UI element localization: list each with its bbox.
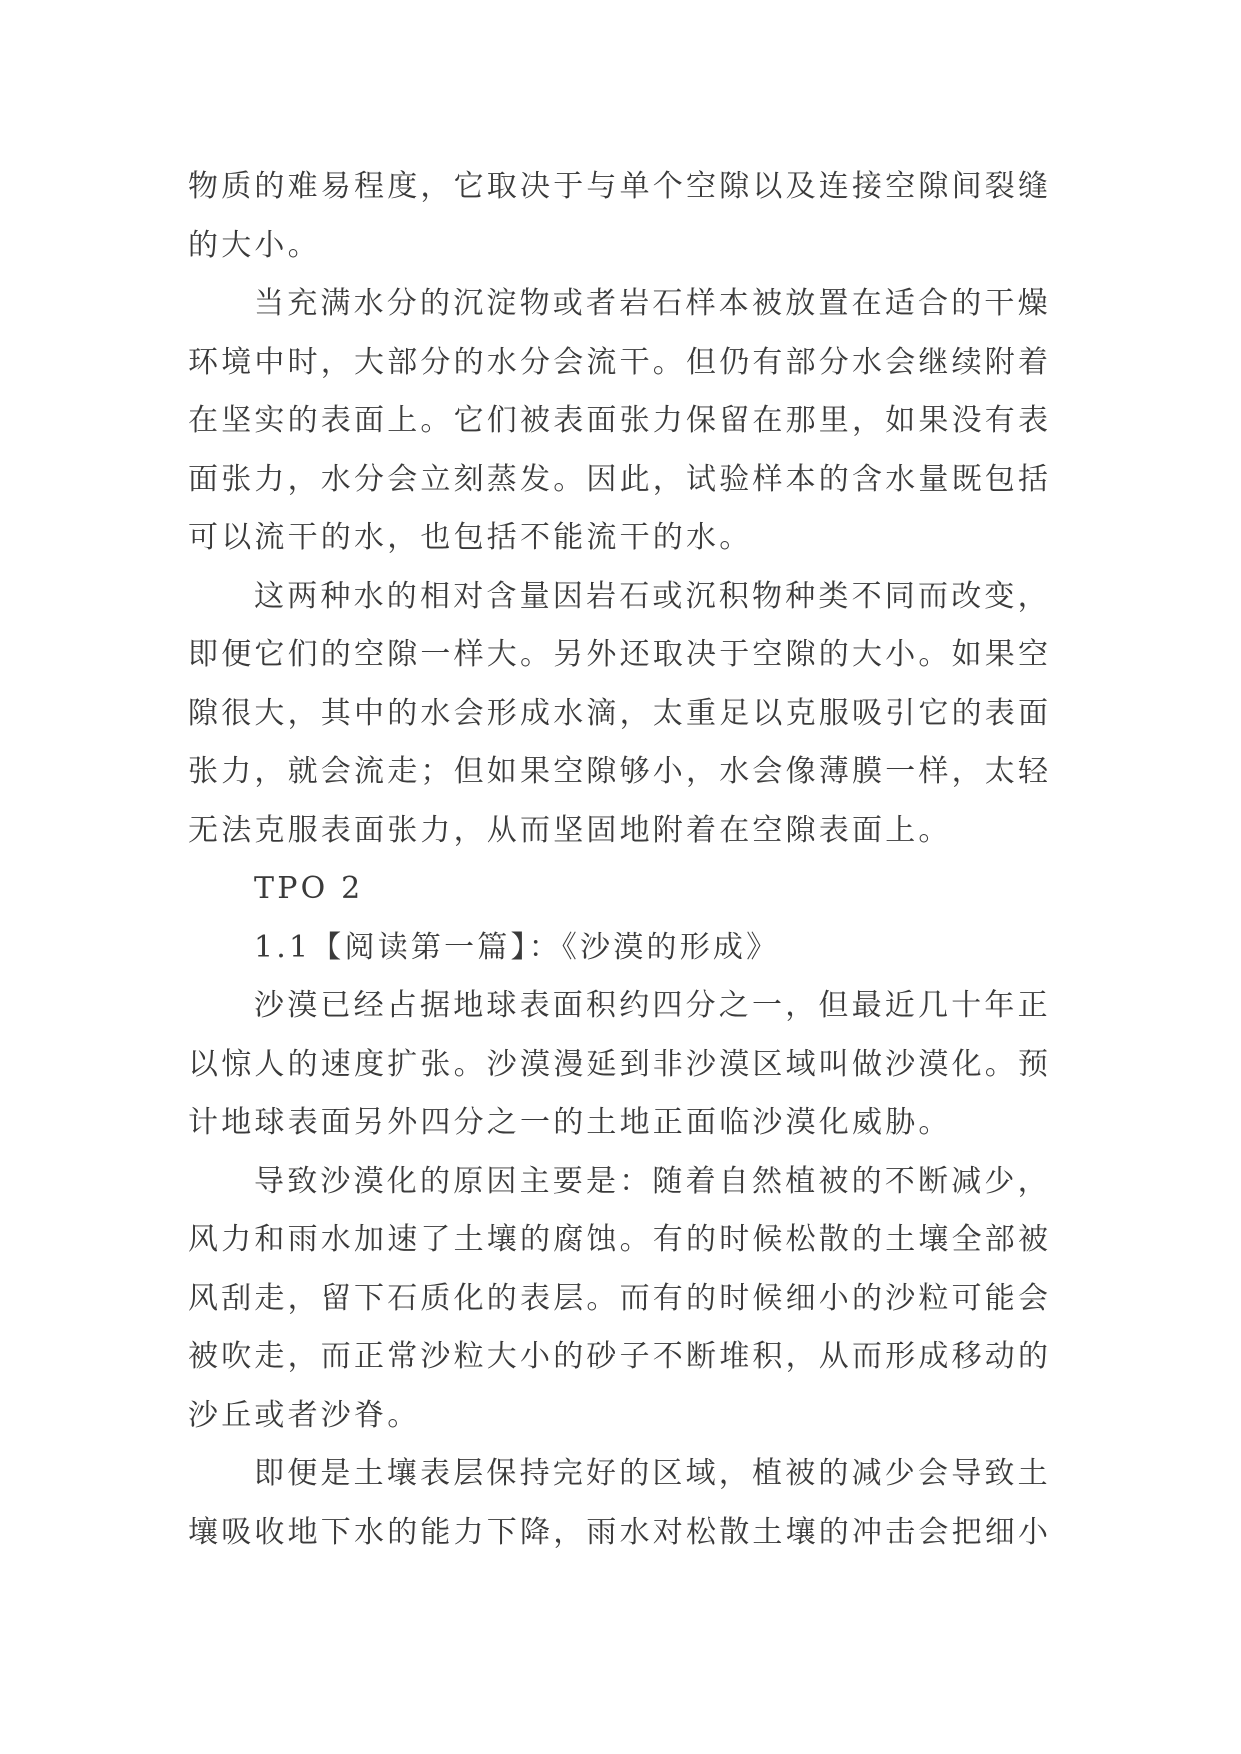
paragraph-desert-expansion: 沙漠已经占据地球表面积约四分之一，但最近几十年正以惊人的速度扩张。沙漠漫延到非沙漠区域叫做沙漠化。预计地球表面另外四分之一的土地正面临沙漠化威胁。 [188, 988, 1052, 1140]
paragraph-surface-tension: 当充满水分的沉淀物或者岩石样本被放置在适合的干燥环境中时，大部分的水分会流干。但仍有部分水会继续附着在坚实的表面上。它们被表面张力保留在那里，如果没有表面张力，水分会立刻蒸发。因此，试验样本的含水量既包括可以流干的水，也包括不能流干的水。 [188, 286, 1052, 555]
document-body [188, 158, 1054, 1562]
paragraph-continuation: 物质的难易程度，它取决于与单个空隙以及连接空隙间裂缝的大小。 [188, 169, 1052, 263]
section-heading-tpo: TPO 2 [254, 871, 364, 906]
paragraph-desertification-causes: 导致沙漠化的原因主要是：随着自然植被的不断减少，风力和雨水加速了土壤的腐蚀。有的时候松散的土壤全部被风刮走，留下石质化的表层。而有的时候细小的沙粒可能会被吹走，而正常沙粒大小的砂子不断堆积，从而形成移动的沙丘或者沙脊。 [188, 1163, 1052, 1433]
article-title: 1.1【阅读第一篇】：《沙漠的形成》 [254, 929, 780, 965]
paragraph-water-types: 这两种水的相对含量因岩石或沉积物种类不同而改变，即便它们的空隙一样大。另外还取决于空隙的大小。如果空隙很大，其中的水会形成水滴，太重足以克服吸引它的表面张力，就会流走；但如果空隙够小，水会像薄膜一样，太轻无法克服表面张力，从而坚固地附着在空隙表面上。 [188, 578, 1052, 848]
paragraph-soil-absorption: 即便是土壤表层保持完好的区域，植被的减少会导致土壤吸收地下水的能力下降，雨水对松散土壤的冲击会把细小 [188, 1456, 1052, 1550]
